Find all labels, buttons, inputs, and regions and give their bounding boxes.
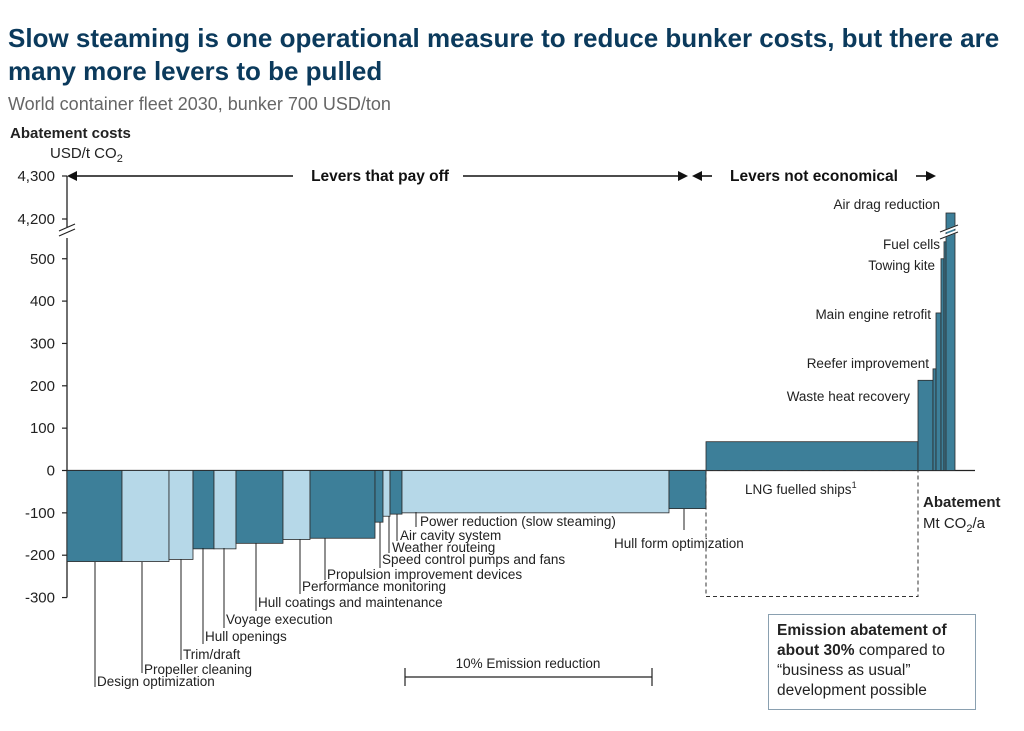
- y-tick-label: 200: [29, 377, 55, 395]
- y-tick-label: 400: [29, 293, 55, 311]
- bar-power-reduction-slow-steaming-: [402, 471, 669, 513]
- note-bold: Emission abatement of about 30%: [777, 622, 947, 659]
- x-axis-unit-suffix: /a: [972, 515, 985, 532]
- lever-label: Performance monitoring: [302, 579, 447, 594]
- lever-label: Waste heat recovery: [786, 389, 910, 404]
- bar-trim-draft: [169, 471, 193, 560]
- lever-label: Reefer improvement: [806, 356, 929, 371]
- lever-label: Main engine retrofit: [815, 307, 931, 322]
- bar-towing-kite: [941, 259, 944, 471]
- bracket-label: 10% Emission reduction: [455, 656, 601, 671]
- y-tick-label: -100: [24, 504, 55, 522]
- y-tick-label: 4,300: [17, 168, 55, 185]
- x-axis-label: Abatement: [923, 494, 1001, 511]
- bar-design-optimization: [67, 471, 122, 562]
- note-text: compared to “business as usual” development possible: [777, 642, 945, 699]
- arrow-head-right: [678, 171, 688, 181]
- y-axis-unit-subscript: 2: [116, 153, 123, 165]
- lever-label: Design optimization: [97, 674, 215, 689]
- lever-label: Hull form optimization: [614, 536, 744, 551]
- lever-label: Propulsion improvement devices: [327, 567, 523, 582]
- group-label-pay-off: Levers that pay off: [311, 168, 449, 185]
- bar-hull-coatings-and-maintenance: [236, 471, 283, 544]
- lever-label: Towing kite: [868, 258, 935, 273]
- lever-label: Fuel cells: [882, 237, 940, 252]
- bar-voyage-execution: [214, 471, 236, 549]
- lever-label: Air drag reduction: [833, 197, 940, 212]
- y-tick-label: 100: [29, 420, 55, 438]
- y-axis-unit: [50, 145, 123, 165]
- lever-label: Speed control pumps and fans: [382, 552, 566, 567]
- bar-weather-routeing: [383, 471, 390, 517]
- bar-propeller-cleaning: [122, 471, 169, 562]
- x-axis-unit-subscript: 2: [966, 523, 973, 535]
- chart-title: Slow steaming is one operational measure to reduce bunker costs, but there are many more levers to be pulled: [8, 23, 1000, 86]
- y-tick-label: -300: [24, 589, 55, 607]
- y-axis-unit-text: USD/t CO: [50, 145, 117, 162]
- lever-label: Voyage execution: [226, 612, 333, 627]
- lever-label: Trim/draft: [183, 647, 241, 662]
- lever-label: Propeller cleaning: [144, 662, 253, 677]
- chart-subtitle: World container fleet 2030, bunker 700 USD/ton: [8, 94, 391, 114]
- x-axis-unit: [923, 515, 986, 535]
- x-axis-unit-text: Mt CO: [923, 515, 967, 532]
- bar-air-cavity-system: [390, 471, 402, 515]
- y-tick-label: 0: [46, 462, 55, 480]
- abatement-note: [768, 614, 976, 710]
- bar-waste-heat-recovery: [918, 380, 933, 470]
- lever-label: Power reduction (slow steaming): [420, 514, 616, 529]
- y-tick-label: -200: [24, 547, 55, 565]
- arrow-head-right: [926, 171, 936, 181]
- bar-performance-monitoring: [283, 471, 310, 540]
- lever-label: Weather routeing: [392, 540, 496, 555]
- bar-main-engine-retrofit: [936, 313, 941, 471]
- y-tick-label: 300: [29, 335, 55, 353]
- bar-speed-control-pumps-and-fans: [375, 471, 383, 523]
- bar-hull-form-optimization: [669, 471, 706, 509]
- bar-air-drag-reduction: [946, 213, 955, 471]
- bar-lng-fuelled-ships: [706, 442, 918, 471]
- bar-propulsion-improvement-devices: [310, 471, 375, 539]
- bar-hull-openings: [193, 471, 214, 549]
- bar-reefer-improvement: [933, 369, 936, 471]
- lever-label: LNG fuelled ships$^1$: [745, 480, 857, 497]
- lever-label: Hull openings: [205, 629, 287, 644]
- y-axis-label: Abatement costs: [10, 125, 131, 142]
- group-label-not-economical: Levers not economical: [730, 168, 898, 185]
- y-tick-label: 500: [29, 250, 55, 268]
- lever-label: Air cavity system: [400, 528, 502, 543]
- y-tick-label: 4,200: [17, 211, 55, 228]
- lever-label: Hull coatings and maintenance: [258, 595, 443, 610]
- lever-label-superscript: 1: [851, 480, 857, 490]
